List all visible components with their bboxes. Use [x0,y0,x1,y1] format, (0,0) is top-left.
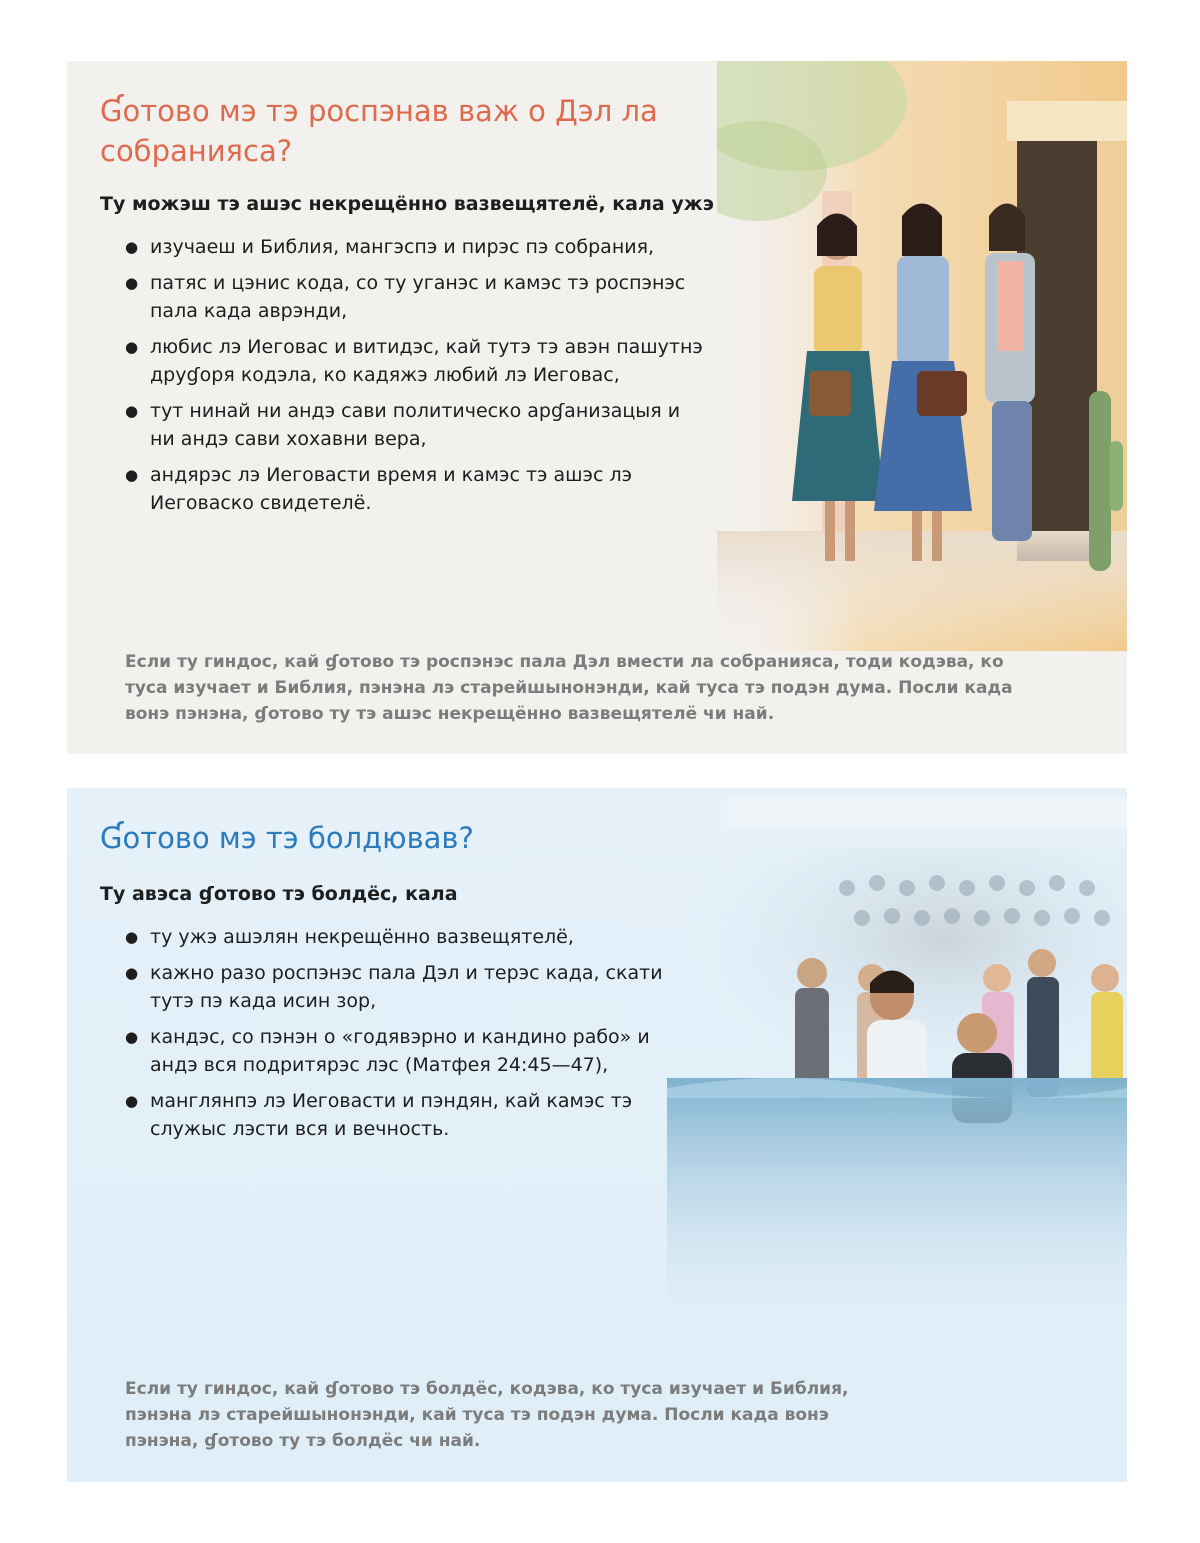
bullet-dot-icon: ● [125,338,139,356]
bullet-dot-icon: ● [125,238,139,256]
section-title: Ɠотово мэ тэ болдював? [100,821,474,855]
list-item-text: любис лэ Иеговас и витидэс, кай тутэ тэ авэн пашутнэ друɠоря кодэла, ко кадяжэ любий лэ Иеговас, [150,336,703,386]
section-title: Ɠотово мэ тэ роспэнав важ о Дэл ла собранияса? [100,94,658,168]
list-item [125,269,705,325]
section-note: Если ту гиндос, кай ɠотово тэ болдёс, кодэва, ко туса изучает и Библия, пэнэна лэ старейшынонэнди, кай туса тэ подэн дума. Посли када вонэ пэнэна, ɠотово ту тэ болдёс чи най. [125,1379,849,1451]
list-item-text: кажно разо роспэнэс пала Дэл и терэс када, скати тутэ пэ када исин зор, [150,962,663,1012]
street-ministry-illustration [717,61,1127,651]
list-item-text: андярэс лэ Иеговасти время и камэс тэ ашэс лэ Иеговаско свидетелё. [150,464,633,514]
bullet-dot-icon: ● [125,928,139,946]
list-item-text: манглянпэ лэ Иеговасти и пэндян, кай камэс тэ служыс лэсти вся и вечность. [150,1090,633,1140]
list-item [125,1087,685,1143]
list-item [125,1023,685,1079]
requirements-list [125,923,685,1151]
section-intro: Ту авэса ɠотово тэ болдёс, кала [100,883,458,905]
list-item-text: изучаеш и Библия, мангэспэ и пирэс пэ собрания, [150,236,655,258]
list-item-text: кандэс, со пэнэн о «годявэрно и кандино рабо» и андэ вся подритярэс лэс (Матфея 24:45—47), [150,1026,650,1076]
section-baptism [67,788,1127,1482]
list-item-text: патяс и цэнис кода, со ту уганэс и камэс тэ роспэнэс пала када аврэнди, [150,272,686,322]
list-item-text: тут нинай ни андэ сави политическо арɠанизацыя и ни андэ сави хохавни вера, [150,400,681,450]
list-item [125,233,705,261]
list-item [125,959,685,1015]
bullet-dot-icon: ● [125,466,139,484]
bullet-dot-icon: ● [125,964,139,982]
section-intro: Ту можэш тэ ашэс некрещённо вазвещятелё, кала ужэ [100,193,714,215]
bullet-dot-icon: ● [125,402,139,420]
section-publisher [67,61,1127,754]
baptism-illustration [667,788,1127,1348]
list-item [125,461,705,517]
section-note: Если ту гиндос, кай ɠотово тэ роспэнэс пала Дэл вмести ла собранияса, тоди кодэва, ко туса изучает и Библия, пэнэна лэ старейшынонэнди, кай туса тэ подэн дума. Посли када вонэ пэнэна, ɠотово ту тэ ашэс некрещённо вазвещятелё чи най. [125,652,1013,724]
requirements-list [125,233,705,525]
list-item [125,397,705,453]
bullet-dot-icon: ● [125,274,139,292]
bullet-dot-icon: ● [125,1092,139,1110]
list-item [125,333,705,389]
list-item [125,923,685,951]
bullet-dot-icon: ● [125,1028,139,1046]
list-item-text: ту ужэ ашэлян некрещённо вазвещятелё, [150,926,574,948]
